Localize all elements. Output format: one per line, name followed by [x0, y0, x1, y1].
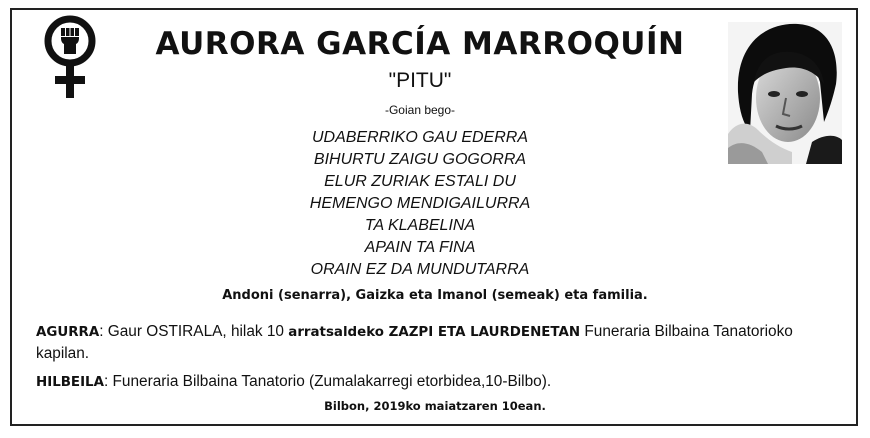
poem-line: BIHURTU ZAIGU GOGORRA — [313, 151, 527, 168]
poem-line: ORAIN EZ DA MUNDUTARRA — [310, 261, 530, 278]
rest-in-peace-text: -Goian bego- — [384, 103, 456, 117]
wake-place: Funeraria Bilbaina Tanatorio (Zumalakarregi etorbidea,10-Bilbo). — [112, 373, 552, 390]
wake-separator: : — [103, 373, 113, 390]
ceremony-separator: : — [99, 323, 108, 340]
ceremony-text: Gaur OSTIRALA, hilak 10 — [107, 323, 289, 340]
poem-line: TA KLABELINA — [364, 217, 476, 234]
feminist-fist-icon — [40, 14, 100, 100]
poem-line: UDABERRIKO GAU EDERRA — [311, 129, 529, 146]
wake-label: HILBEILA — [36, 375, 104, 390]
poem-line: HEMENGO MENDIGAILURRA — [309, 195, 531, 212]
family-line: Andoni (senarra), Gaizka eta Imanol (semeak) eta familia. — [222, 288, 648, 303]
deceased-name: AURORA GARCÍA MARROQUÍN — [155, 26, 685, 62]
portrait-photo — [728, 22, 842, 164]
ceremony-label: AGURRA — [36, 325, 100, 340]
wake-paragraph — [36, 371, 836, 393]
poem-line: APAIN TA FINA — [364, 239, 476, 256]
ceremony-paragraph — [36, 321, 836, 364]
date-line: Bilbon, 2019ko maiatzaren 10ean. — [324, 399, 546, 413]
poem — [130, 127, 710, 281]
nickname: "PITU" — [388, 69, 452, 92]
ceremony-place: Funeraria Bilbaina Tanatorioko kapilan. — [36, 323, 793, 362]
ceremony-time: arratsaldeko ZAZPI ETA LAURDENETAN — [288, 325, 581, 340]
poem-line: ELUR ZURIAK ESTALI DU — [324, 173, 516, 190]
